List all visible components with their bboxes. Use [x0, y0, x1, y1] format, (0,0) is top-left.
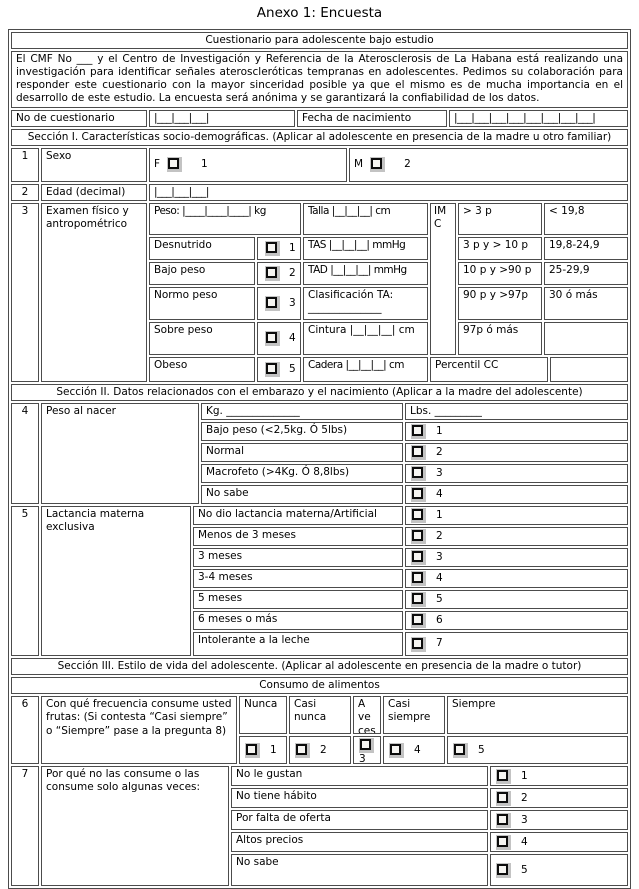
- q1-label: Sexo: [41, 148, 147, 182]
- q5-option4-checkbox[interactable]: [411, 571, 426, 586]
- birthdate-field[interactable]: |___|___|___|___|___|___|___|___|: [449, 110, 628, 127]
- q4-option1-code: 1: [436, 424, 443, 437]
- section1-header: Sección I. Características socio-demográficas. (Aplicar al adolescente en presencia de la madre u otro familiar): [11, 129, 628, 146]
- q4-option1-label: Bajo peso (<2,5kg. Ó 5lbs): [201, 422, 403, 441]
- q5-option7-code: 7: [436, 637, 443, 650]
- q6-option4-code: 4: [414, 743, 421, 756]
- q3-cat2-label: Bajo peso: [149, 262, 255, 285]
- q4-option3-label: Macrofeto (>4Kg. Ó 8,8lbs): [201, 464, 403, 483]
- q7-option2-code: 2: [521, 791, 528, 804]
- q6-option2-cell: [289, 736, 351, 764]
- q3-cat4-checkbox[interactable]: [265, 331, 280, 346]
- q4-option2-label: Normal: [201, 443, 403, 462]
- form-header: Cuestionario para adolescente bajo estudio: [11, 32, 628, 49]
- q6-number: 6: [11, 696, 39, 764]
- q1-male-label: M: [354, 158, 364, 171]
- q3-cat3-checkbox[interactable]: [265, 296, 280, 311]
- q3-tad-field[interactable]: TAD |__|__|__| mmHg: [303, 262, 428, 285]
- q7-option4-label: Altos precios: [231, 832, 488, 852]
- q5-option2-checkbox[interactable]: [411, 529, 426, 544]
- q5-option6-cell: [405, 611, 628, 630]
- q4-option3-checkbox[interactable]: [411, 466, 426, 481]
- q3-height-field[interactable]: Talla |__|__|__| cm: [303, 203, 428, 235]
- q5-option5-cell: [405, 590, 628, 609]
- q3-measures-grid: [149, 203, 428, 382]
- q5-label: Lactancia materna exclusiva: [41, 506, 191, 656]
- q3-percentile5: 97p ó más: [458, 322, 542, 355]
- q3-cat2-cell: [257, 262, 301, 285]
- q5-option3-label: 3 meses: [193, 548, 403, 567]
- page-title: Anexo 1: Encuesta: [256, 5, 383, 21]
- q7-option3-code: 3: [521, 813, 528, 826]
- q3-imc-range3: 25-29,9: [544, 262, 628, 285]
- q7-option1-code: 1: [521, 769, 528, 782]
- q4-number: 4: [11, 403, 39, 504]
- q4-option4-checkbox[interactable]: [411, 487, 426, 502]
- q3-percentile3: 10 p y >90 p: [458, 262, 542, 285]
- q3-cat5-label: Obeso: [149, 357, 255, 382]
- intro-text: El CMF No ___ y el Centro de Investigación y Referencia de la Aterosclerosis de La Habana está realizando una investigación para identificar señales ateroscleróticas tempranas en adolescentes. Pedimos su colaboración para responder este cuestionario con la mayor sinceridad posible ya que el mismo es de mucha importancia en el desarrollo de este estudio. La encuesta será anónima y se garantizará la confiabilidad de los datos.: [11, 51, 628, 108]
- q4-option1-cell: [405, 422, 628, 441]
- section2-header: Sección II. Datos relacionados con el embarazo y el nacimiento (Aplicar a la madre del adolescente): [11, 384, 628, 401]
- q6-option3-code: 3: [359, 753, 366, 765]
- q7-label: Por qué no las consume o las consume solo algunas veces:: [41, 766, 229, 886]
- food-consumption-header: Consumo de alimentos: [11, 677, 628, 694]
- q5-option1-label: No dio lactancia materna/Artificial: [193, 506, 403, 525]
- q2-label: Edad (decimal): [41, 184, 147, 201]
- q3-cat2-code: 2: [289, 266, 296, 279]
- q6-option1-checkbox[interactable]: [245, 743, 260, 758]
- q7-option5-label: No sabe: [231, 854, 488, 886]
- q6-option1-label: Nunca: [239, 696, 287, 734]
- q5-option1-checkbox[interactable]: [411, 508, 426, 523]
- q6-label: Con qué frecuencia consume usted frutas: (Si contesta “Casi siempre” o “Siempre” pase a la pregunta 8): [41, 696, 237, 764]
- q3-tas-field[interactable]: TAS |__|__|__| mmHg: [303, 237, 428, 260]
- q7-option2-checkbox[interactable]: [496, 791, 511, 806]
- q1-male-code: 2: [404, 158, 411, 171]
- q3-percentil-cc-field[interactable]: [550, 357, 628, 382]
- q3-label: Examen físico y antropométrico: [41, 203, 147, 382]
- q3-cat4-cell: [257, 322, 301, 355]
- q3-cat3-code: 3: [289, 296, 296, 309]
- q3-cat4-label: Sobre peso: [149, 322, 255, 355]
- q5-option3-cell: [405, 548, 628, 567]
- questionnaire-table: [8, 29, 631, 889]
- q6-option4-label: Casi siempre: [383, 696, 445, 734]
- q6-option3-cell: [353, 736, 381, 764]
- q3-cat1-cell: [257, 237, 301, 260]
- q3-imc-range2: 19,8-24,9: [544, 237, 628, 260]
- q6-option1-code: 1: [270, 743, 277, 756]
- q3-cat3-label: Normo peso: [149, 287, 255, 320]
- q3-cat5-cell: [257, 357, 301, 382]
- q3-imc-range5: [544, 322, 628, 355]
- q3-imc-range4: 30 ó más: [544, 287, 628, 320]
- q2-number: 2: [11, 184, 39, 201]
- q6-option5-cell: [447, 736, 628, 764]
- q4-label: Peso al nacer: [41, 403, 199, 504]
- q4-options: [201, 403, 628, 504]
- questionnaire-number-field[interactable]: |___|___|___|: [149, 110, 295, 127]
- q4-option4-label: No sabe: [201, 485, 403, 504]
- q7-option2-cell: [490, 788, 628, 808]
- q1-male-checkbox[interactable]: [370, 157, 385, 172]
- q3-cat5-code: 5: [289, 362, 296, 375]
- q5-option3-checkbox[interactable]: [411, 550, 426, 565]
- q3-cat1-code: 1: [289, 241, 296, 254]
- q5-option2-code: 2: [436, 529, 443, 542]
- q4-kg-field[interactable]: Kg. ______________: [201, 403, 403, 420]
- q1-female-cell: [149, 148, 347, 182]
- section3-header: Sección III. Estilo de vida del adolescente. (Aplicar al adolescente en presencia de la madre o tutor): [11, 658, 628, 675]
- q6-option4-checkbox[interactable]: [389, 743, 404, 758]
- q7-option3-checkbox[interactable]: [496, 813, 511, 828]
- q6-option2-code: 2: [320, 743, 327, 756]
- q5-options: [193, 506, 628, 656]
- q5-number: 5: [11, 506, 39, 656]
- q7-option5-cell: [490, 854, 628, 886]
- q7-option4-checkbox[interactable]: [496, 835, 511, 850]
- q3-cat3-cell: [257, 287, 301, 320]
- questionnaire-number-label: No de cuestionario: [11, 110, 147, 127]
- q3-cat2-checkbox[interactable]: [265, 266, 280, 281]
- q4-option4-cell: [405, 485, 628, 504]
- q5-option6-label: 6 meses o más: [193, 611, 403, 630]
- q7-number: 7: [11, 766, 39, 886]
- q3-imc-range1: < 19,8: [544, 203, 628, 235]
- q5-option5-checkbox[interactable]: [411, 592, 426, 607]
- q1-number: 1: [11, 148, 39, 182]
- q5-option5-code: 5: [436, 592, 443, 605]
- q6-option2-checkbox[interactable]: [295, 743, 310, 758]
- q3-cat1-label: Desnutrido: [149, 237, 255, 260]
- q4-option4-code: 4: [436, 487, 443, 500]
- q6-option3-checkbox[interactable]: [359, 738, 374, 753]
- q5-option7-cell: [405, 632, 628, 656]
- q1-female-code: 1: [201, 158, 208, 171]
- q5-option4-cell: [405, 569, 628, 588]
- q5-option2-cell: [405, 527, 628, 546]
- q6-scale: [239, 696, 628, 764]
- q5-option6-code: 6: [436, 613, 443, 626]
- q7-option4-cell: [490, 832, 628, 852]
- q4-option2-checkbox[interactable]: [411, 445, 426, 460]
- q3-imc-table: [430, 203, 628, 382]
- q5-option7-checkbox[interactable]: [411, 637, 426, 652]
- q7-option3-cell: [490, 810, 628, 830]
- q3-weight-field[interactable]: Peso: |____|____|____| kg: [149, 203, 301, 235]
- q3-cat4-code: 4: [289, 331, 296, 344]
- q5-option7-label: Intolerante a la leche: [193, 632, 403, 656]
- q3-cat5-checkbox[interactable]: [265, 362, 280, 377]
- q6-option5-checkbox[interactable]: [453, 743, 468, 758]
- q6-option3-label: A veces: [353, 696, 381, 734]
- q4-option3-cell: [405, 464, 628, 483]
- q3-percentile4: 90 p y >97p: [458, 287, 542, 320]
- q4-option2-cell: [405, 443, 628, 462]
- q6-option5-code: 5: [478, 743, 485, 756]
- q5-option6-checkbox[interactable]: [411, 613, 426, 628]
- q7-option3-label: Por falta de oferta: [231, 810, 488, 830]
- q3-number: 3: [11, 203, 39, 382]
- q1-female-checkbox[interactable]: [167, 157, 182, 172]
- q4-option3-code: 3: [436, 466, 443, 479]
- q5-option1-cell: [405, 506, 628, 525]
- q3-waist-field[interactable]: Cintura |__|__|__| cm: [303, 322, 428, 355]
- q6-option2-label: Casi nunca: [289, 696, 351, 734]
- q5-option5-label: 5 meses: [193, 590, 403, 609]
- q4-option1-checkbox[interactable]: [411, 424, 426, 439]
- q6-option5-label: Siempre: [447, 696, 628, 734]
- q3-imc-label: IMC: [430, 203, 456, 355]
- q5-option4-label: 3-4 meses: [193, 569, 403, 588]
- q3-percentile2: 3 p y > 10 p: [458, 237, 542, 260]
- q4-lbs-field[interactable]: Lbs. _________: [405, 403, 628, 420]
- q7-option5-checkbox[interactable]: [496, 863, 511, 878]
- q1-male-cell: [349, 148, 628, 182]
- q2-age-field[interactable]: |___|___|___|: [149, 184, 628, 201]
- q3-percentile1: > 3 p: [458, 203, 542, 235]
- q7-option5-code: 5: [521, 863, 528, 876]
- q3-percentil-cc-label: Percentil CC: [430, 357, 548, 382]
- birthdate-label: Fecha de nacimiento: [297, 110, 447, 127]
- q1-female-label: F: [154, 158, 161, 171]
- q3-hip-field[interactable]: Cadera |__|__|__| cm: [303, 357, 428, 382]
- q7-option1-cell: [490, 766, 628, 786]
- q7-option1-label: No le gustan: [231, 766, 488, 786]
- q7-option2-label: No tiene hábito: [231, 788, 488, 808]
- q3-cat1-checkbox[interactable]: [265, 241, 280, 256]
- q5-option2-label: Menos de 3 meses: [193, 527, 403, 546]
- q7-option4-code: 4: [521, 835, 528, 848]
- q7-option1-checkbox[interactable]: [496, 769, 511, 784]
- q5-option1-code: 1: [436, 508, 443, 521]
- q3-ta-classification-field[interactable]: Clasificación TA: ______________: [303, 287, 428, 320]
- q4-option2-code: 2: [436, 445, 443, 458]
- q7-options: [231, 766, 628, 886]
- q6-option1-cell: [239, 736, 287, 764]
- q5-option3-code: 3: [436, 550, 443, 563]
- q5-option4-code: 4: [436, 571, 443, 584]
- q6-option4-cell: [383, 736, 445, 764]
